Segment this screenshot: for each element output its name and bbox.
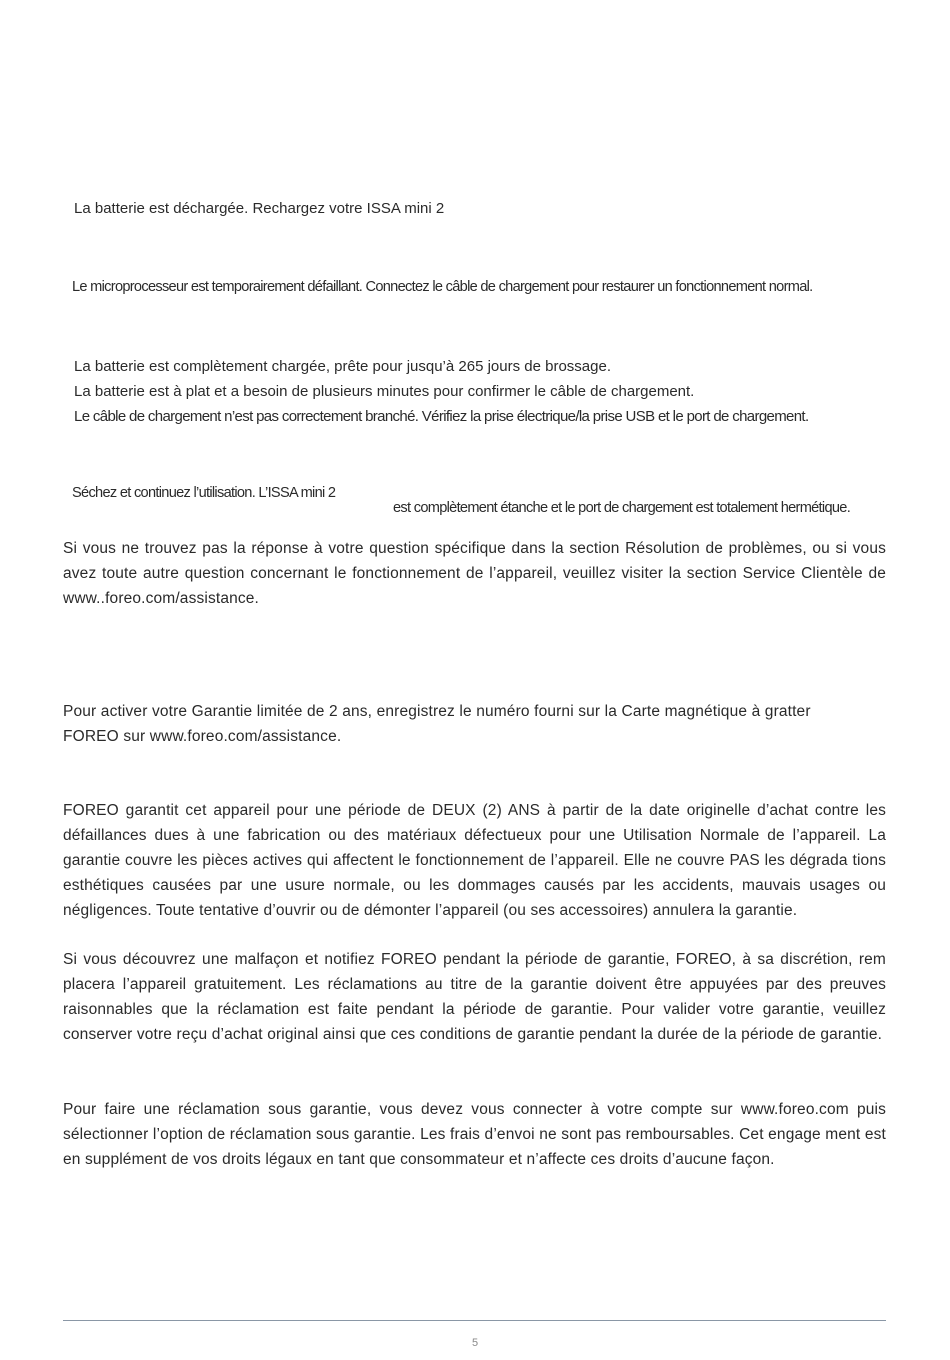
microprocessor-fault-text: Le microprocesseur est temporairement défaillant. Connectez le câble de chargement pour restaurer un fonctionnement normal. — [72, 279, 813, 295]
battery-flat-text: La batterie est à plat et a besoin de plusieurs minutes pour confirmer le câble de chargement. — [74, 383, 695, 400]
warranty-defect-paragraph: Si vous découvrez une malfaçon et notifiez FOREO pendant la période de garantie, FOREO, à sa discrétion, rem placera l’appareil gratuitement. Les réclamations au titre de la garantie doivent être appuyées par des preuves raisonnables que la réclamation est faite pendant la période de garantie. Pour valider votre garantie, veuillez conserver votre reçu d’achat original ainsi que ces conditions de garantie pendant la durée de la période de garantie. — [63, 951, 886, 1043]
dry-continue-text-left: Séchez et continuez l’utilisation. L’ISSA mini 2 — [72, 485, 336, 501]
page-number: 5 — [471, 1337, 479, 1349]
warranty-claim-paragraph: Pour faire une réclamation sous garantie, vous devez vous connecter à votre compte sur www.foreo.com puis sélectionner l’option de réclamation sous garantie. Les frais d’envoi ne sont pas remboursables. Cet engage ment est en supplément de vos droits légaux en tant que consommateur et n’affecte ces droits d’aucune façon. — [63, 1101, 886, 1168]
battery-full-text: La batterie est complètement chargée, prête pour jusqu’à 265 jours de brossage. — [74, 358, 611, 375]
support-paragraph: Si vous ne trouvez pas la réponse à votre question spécifique dans la section Résolution de problèmes, ou si vous avez toute autre question concernant le fonctionnement de l’appareil, veuillez visiter la section Service Clientèle de www..foreo.com/assistance. — [63, 540, 886, 607]
warranty-register-paragraph: Pour activer votre Garantie limitée de 2 ans, enregistrez le numéro fourni sur la Carte magnétique à gratter FOREO sur www.foreo.com/assistance. — [63, 703, 811, 745]
footer-divider — [63, 1320, 886, 1321]
cable-not-connected-text: Le câble de chargement n’est pas correctement branché. Vérifiez la prise électrique/la prise USB et le port de chargement. — [74, 408, 809, 425]
battery-discharged-text: La batterie est déchargée. Rechargez votre ISSA mini 2 — [74, 200, 445, 217]
warranty-terms-paragraph: FOREO garantit cet appareil pour une période de DEUX (2) ANS à partir de la date originelle d’achat contre les défaillances dues à une fabrication ou des matériaux défectueux pour une Utilisation Normale de l’appareil. La garantie couvre les pièces actives qui affectent le fonctionnement de l’appareil. Elle ne couvre PAS les dégrada tions esthétiques causées par une usure normale, ou les dommages causés par les accidents, mauvais usages ou négligences. Toute tentative d’ouvrir ou de démonter l’appareil (ou ses accessoires) annulera la garantie. — [63, 802, 886, 919]
dry-continue-text-right: est complètement étanche et le port de chargement est totalement hermétique. — [393, 499, 851, 516]
